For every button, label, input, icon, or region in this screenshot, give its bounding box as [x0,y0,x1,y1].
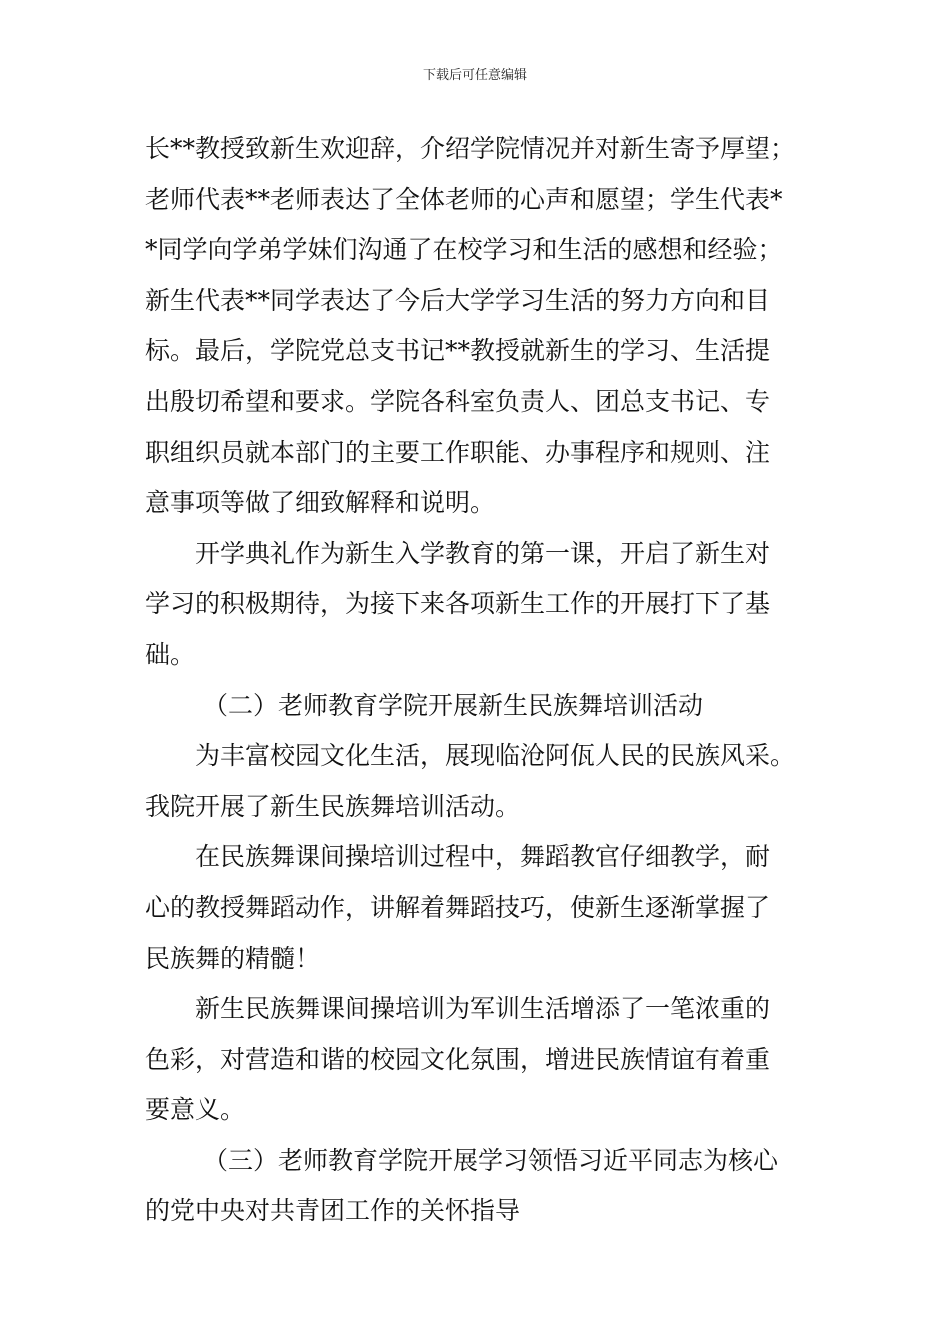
paragraph-line: 新生民族舞课间操培训为军训生活增添了一笔浓重的 [195,994,771,1024]
paragraph-line: 要意义。 [145,1095,246,1125]
section-heading-continued: 的党中央对共青团工作的关怀指导 [145,1196,521,1226]
paragraph-line: 新生代表**同学表达了今后大学学习生活的努力方向和目 [145,285,771,315]
document-body [145,124,825,1237]
paragraph-line: 出殷切希望和要求。学院各科室负责人、团总支书记、专 [145,386,771,416]
paragraph-line: 我院开展了新生民族舞培训活动。 [145,791,521,821]
paragraph-line: 色彩，对营造和谐的校园文化氛围，增进民族情谊有着重 [145,1044,771,1074]
paragraph-line: *同学向学弟学妹们沟通了在校学习和生活的感想和经验； [145,235,783,265]
paragraph-line: 为丰富校园文化生活，展现临沧阿佤人民的民族风采。 [195,741,796,771]
paragraph-line: 民族舞的精髓！ [145,943,321,973]
paragraph-line: 础。 [145,639,196,669]
page-header: 下载后可任意编辑 [422,68,527,83]
paragraph-line: 职组织员就本部门的主要工作职能、办事程序和规则、注 [145,437,771,467]
section-heading: （三）老师教育学院开展学习领悟习近平同志为核心 [203,1145,779,1175]
paragraph-line: 意事项等做了细致解释和说明。 [145,488,496,518]
section-heading: （二）老师教育学院开展新生民族舞培训活动 [203,690,704,720]
paragraph-line: 在民族舞课间操培训过程中，舞蹈教官仔细教学，耐 [195,842,771,872]
paragraph-line: 心的教授舞蹈动作，讲解着舞蹈技巧，使新生逐渐掌握了 [145,892,771,922]
paragraph-line: 标。最后，学院党总支书记**教授就新生的学习、生活提 [145,336,771,366]
paragraph-line: 长**教授致新生欢迎辞，介绍学院情况并对新生寄予厚望； [145,134,796,163]
paragraph-line: 学习的积极期待，为接下来各项新生工作的开展打下了基 [145,589,771,619]
paragraph-line: 老师代表**老师表达了全体老师的心声和愿望；学生代表* [145,184,783,214]
paragraph-line: 开学典礼作为新生入学教育的第一课，开启了新生对 [195,538,771,568]
